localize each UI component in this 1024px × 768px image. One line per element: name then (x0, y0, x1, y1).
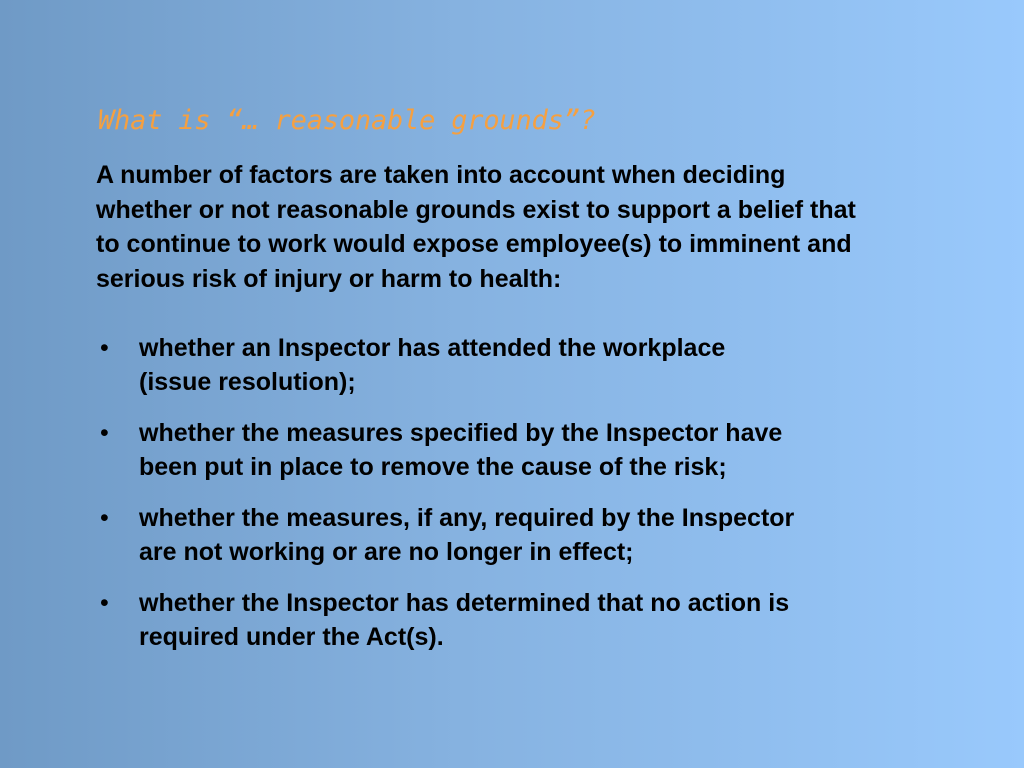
bullet-item-measures-in-place (100, 416, 920, 484)
bullet-line: whether an Inspector has attended the workplace (139, 334, 726, 362)
intro-paragraph (98, 158, 978, 296)
bullet-point-icon: • (100, 589, 109, 617)
bullet-item-no-action-required (100, 586, 920, 654)
slide-title: What is “… reasonable grounds”? (98, 105, 596, 136)
bullet-point-icon: • (100, 334, 109, 362)
intro-line-3: to continue to work would expose employee(s) to imminent and (96, 230, 852, 258)
bullet-line: whether the Inspector has determined that no action is (139, 589, 790, 617)
bullet-line: are not working or are no longer in effect; (139, 538, 634, 566)
bullet-line: (issue resolution); (139, 368, 356, 396)
bullet-item-inspector-attended (100, 331, 920, 399)
intro-line-4: serious risk of injury or harm to health: (96, 264, 562, 293)
factor-bullet-list (100, 331, 920, 671)
bullet-line: whether the measures specified by the Inspector have (139, 419, 783, 447)
bullet-line: been put in place to remove the cause of the risk; (139, 453, 727, 481)
bullet-point-icon: • (100, 504, 109, 532)
intro-line-2: whether or not reasonable grounds exist to support a belief that (96, 195, 856, 224)
intro-line-1: A number of factors are taken into account when deciding (96, 161, 786, 189)
bullet-line: required under the Act(s). (139, 623, 444, 651)
bullet-item-measures-not-working (100, 501, 920, 569)
bullet-point-icon: • (100, 419, 109, 447)
bullet-line: whether the measures, if any, required by the Inspector (139, 504, 795, 532)
